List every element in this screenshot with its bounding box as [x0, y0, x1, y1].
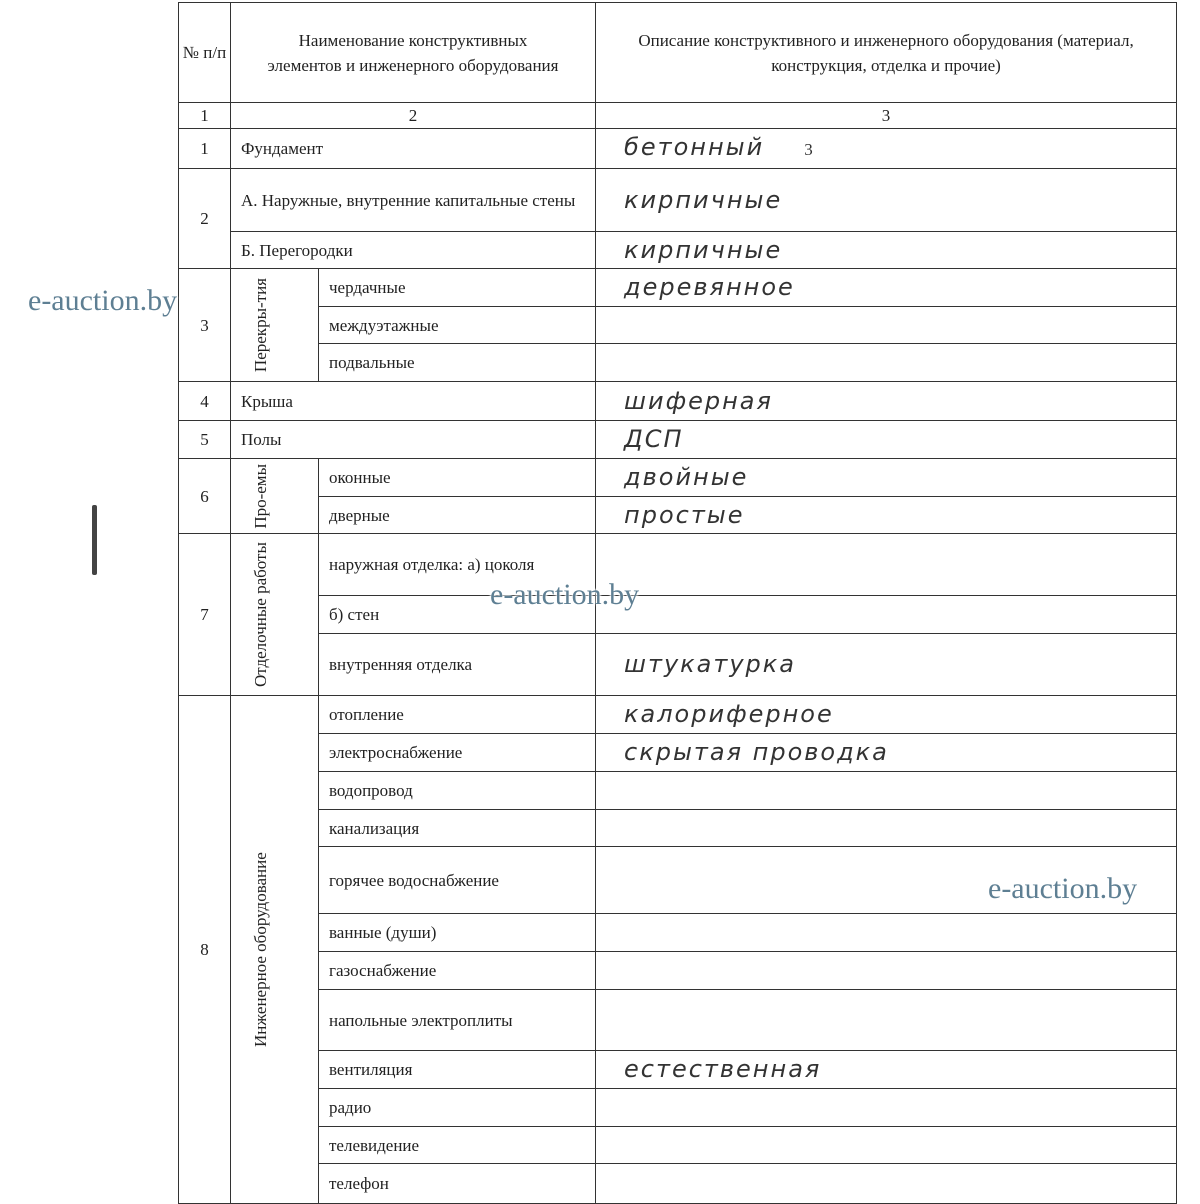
row-value: скрытая проводка	[596, 734, 1177, 772]
group-cell	[231, 534, 319, 696]
row-label: внутренняя отделка	[319, 634, 596, 696]
row-label: напольные электроплиты	[319, 990, 596, 1051]
row-value: двойные	[596, 459, 1177, 497]
table-row	[179, 169, 1177, 232]
row-label: радио	[319, 1089, 596, 1127]
row-value	[596, 596, 1177, 634]
watermark: e-auction.by	[28, 284, 178, 317]
row-label: А. Наружные, внутренние капитальные стены	[231, 169, 596, 232]
row-value	[596, 952, 1177, 990]
row-label: Фундамент	[231, 129, 596, 169]
row-value: ДСП	[596, 421, 1177, 459]
row-label: Б. Перегородки	[231, 232, 596, 269]
row-num: 7	[179, 534, 231, 696]
group-label: Отделочные работы	[250, 542, 270, 687]
handwritten-value: бетонный	[624, 133, 765, 161]
row-label: междуэтажные	[319, 307, 596, 344]
table-row	[179, 914, 1177, 952]
table-row	[179, 1127, 1177, 1164]
table-row	[179, 497, 1177, 534]
table-row	[179, 129, 1177, 169]
extra-number: 3	[804, 140, 813, 159]
row-value	[596, 772, 1177, 810]
table-row	[179, 534, 1177, 596]
column-numbers-row	[179, 103, 1177, 129]
row-value: кирпичные	[596, 232, 1177, 269]
row-value: кирпичные	[596, 169, 1177, 232]
row-value	[596, 1127, 1177, 1164]
row-value	[596, 344, 1177, 382]
table-row	[179, 307, 1177, 344]
row-value: деревянное	[596, 269, 1177, 307]
row-num: 2	[179, 169, 231, 269]
row-value	[596, 307, 1177, 344]
row-label: наружная отделка: а) цоколя	[319, 534, 596, 596]
row-label: телефон	[319, 1164, 596, 1204]
header-row	[179, 3, 1177, 103]
row-label: чердачные	[319, 269, 596, 307]
group-cell	[231, 696, 319, 1204]
row-label: телевидение	[319, 1127, 596, 1164]
row-value	[596, 990, 1177, 1051]
table-row	[179, 344, 1177, 382]
header-num: № п/п	[179, 3, 231, 103]
row-value	[596, 1089, 1177, 1127]
row-value: калориферное	[596, 696, 1177, 734]
header-name: Наименование конструктивных элементов и инженерного оборудования	[231, 3, 596, 103]
row-label: канализация	[319, 810, 596, 847]
col-number: 1	[179, 103, 231, 129]
table-row	[179, 232, 1177, 269]
row-num: 3	[179, 269, 231, 382]
row-value	[596, 129, 1177, 169]
group-label: Перекры-тия	[250, 277, 270, 373]
row-label: подвальные	[319, 344, 596, 382]
row-label: Полы	[231, 421, 596, 459]
header-desc: Описание конструктивного и инженерного оборудования (материал, конструкция, отделка и прочие)	[596, 3, 1177, 103]
row-label: Крыша	[231, 382, 596, 421]
group-label: Про-емы	[250, 463, 270, 529]
row-value	[596, 534, 1177, 596]
row-label: горячее водоснабжение	[319, 847, 596, 914]
col-number: 3	[596, 103, 1177, 129]
table-row	[179, 810, 1177, 847]
row-label: электроснабжение	[319, 734, 596, 772]
scan-mark	[92, 505, 97, 575]
row-label: б) стен	[319, 596, 596, 634]
table-row	[179, 1089, 1177, 1127]
watermark: e-auction.by	[988, 872, 1138, 905]
equipment-table	[178, 2, 1177, 1204]
row-value	[596, 810, 1177, 847]
table-row	[179, 421, 1177, 459]
table-row	[179, 459, 1177, 497]
row-label: ванные (души)	[319, 914, 596, 952]
row-value	[596, 1164, 1177, 1204]
table-row	[179, 990, 1177, 1051]
table-row	[179, 382, 1177, 421]
row-value: штукатурка	[596, 634, 1177, 696]
row-label: вентиляция	[319, 1051, 596, 1089]
row-value: простые	[596, 497, 1177, 534]
row-label: водопровод	[319, 772, 596, 810]
row-num: 6	[179, 459, 231, 534]
table-row	[179, 952, 1177, 990]
row-value	[596, 914, 1177, 952]
col-number: 2	[231, 103, 596, 129]
table-row	[179, 1051, 1177, 1089]
row-value: естественная	[596, 1051, 1177, 1089]
row-num: 5	[179, 421, 231, 459]
row-num: 1	[179, 129, 231, 169]
row-value: шиферная	[596, 382, 1177, 421]
table-row	[179, 269, 1177, 307]
row-label: отопление	[319, 696, 596, 734]
row-num: 8	[179, 696, 231, 1204]
table-row	[179, 596, 1177, 634]
row-label: оконные	[319, 459, 596, 497]
table-row	[179, 772, 1177, 810]
row-label: дверные	[319, 497, 596, 534]
group-cell	[231, 459, 319, 534]
table-row	[179, 734, 1177, 772]
table-row	[179, 1164, 1177, 1204]
table-row	[179, 696, 1177, 734]
row-num: 4	[179, 382, 231, 421]
row-label: газоснабжение	[319, 952, 596, 990]
group-label: Инженерное оборудование	[250, 852, 270, 1047]
watermark: e-auction.by	[490, 578, 640, 611]
table-row	[179, 634, 1177, 696]
group-cell	[231, 269, 319, 382]
